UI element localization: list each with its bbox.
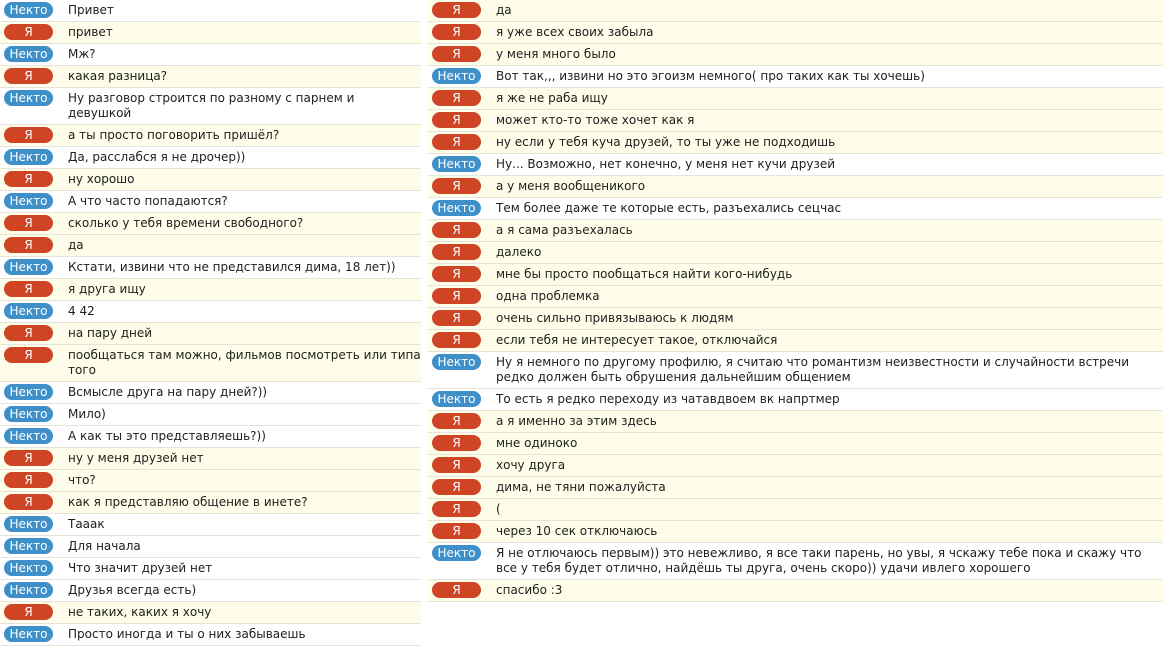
sender-badge-me: Я	[432, 435, 481, 451]
message-text: Кстати, извини что не представился дима, 18 лет))	[68, 260, 396, 274]
message-row	[428, 389, 1163, 411]
sender-badge-me: Я	[432, 24, 481, 40]
sender-badge-me: Я	[4, 347, 53, 363]
message-text: далеко	[496, 245, 542, 259]
sender-badge-stranger: Некто	[4, 516, 53, 532]
message-text: Вот так,,, извини но это эгоизм немного( про таких как ты хочешь)	[496, 69, 925, 83]
sender-badge-me: Я	[4, 494, 53, 510]
message-text: пообщаться там можно, фильмов посмотреть или типа того	[68, 348, 421, 377]
message-text: а я сама разъехалась	[496, 223, 633, 237]
sender-badge-stranger: Некто	[4, 259, 53, 275]
sender-badge-me: Я	[432, 244, 481, 260]
sender-badge-me: Я	[432, 178, 481, 194]
message-row	[428, 543, 1163, 580]
message-text: Мило)	[68, 407, 106, 421]
message-row	[0, 213, 421, 235]
sender-badge-me: Я	[4, 127, 53, 143]
message-text: Ну я немного по другому профилю, я считаю что романтизм неизвестности и случайности встречи редко должен быть обрушения дальнейшим общением	[496, 355, 1130, 384]
sender-badge-me: Я	[432, 479, 481, 495]
sender-badge-me: Я	[4, 450, 53, 466]
message-row	[0, 66, 421, 88]
message-row	[0, 382, 421, 404]
sender-badge-me: Я	[4, 215, 53, 231]
message-row	[428, 22, 1163, 44]
sender-badge-me: Я	[432, 112, 481, 128]
message-row	[0, 580, 421, 602]
sender-badge-me: Я	[432, 413, 481, 429]
message-row	[428, 198, 1163, 220]
message-row	[0, 558, 421, 580]
sender-badge-stranger: Некто	[4, 90, 53, 106]
sender-badge-stranger: Некто	[4, 428, 53, 444]
message-row	[0, 191, 421, 213]
message-text: мне одиноко	[496, 436, 578, 450]
sender-badge-me: Я	[432, 332, 481, 348]
message-row	[0, 448, 421, 470]
message-text: я уже всех своих забыла	[496, 25, 654, 39]
chat-column-right	[428, 0, 1163, 602]
sender-badge-stranger: Некто	[432, 200, 481, 216]
sender-badge-stranger: Некто	[4, 626, 53, 642]
message-text: очень сильно привязываюсь к людям	[496, 311, 734, 325]
message-row	[0, 0, 421, 22]
sender-badge-stranger: Некто	[4, 149, 53, 165]
message-text: привет	[68, 25, 113, 39]
sender-badge-me: Я	[432, 2, 481, 18]
message-row	[0, 88, 421, 125]
message-row	[0, 257, 421, 279]
message-text: Всмысле друга на пару дней?))	[68, 385, 268, 399]
message-text: А что часто попадаются?	[68, 194, 228, 208]
message-text: Друзья всегда есть)	[68, 583, 197, 597]
message-text: как я представляю общение в инете?	[68, 495, 308, 509]
message-row	[0, 169, 421, 191]
message-row	[0, 404, 421, 426]
sender-badge-me: Я	[432, 310, 481, 326]
message-row	[0, 44, 421, 66]
message-text: ну хорошо	[68, 172, 135, 186]
message-row	[0, 125, 421, 147]
sender-badge-me: Я	[4, 472, 53, 488]
message-row	[0, 426, 421, 448]
message-row	[428, 66, 1163, 88]
message-row	[0, 536, 421, 558]
message-row	[428, 286, 1163, 308]
sender-badge-stranger: Некто	[4, 303, 53, 319]
message-text: какая разница?	[68, 69, 168, 83]
message-text: а у меня вообщеникого	[496, 179, 646, 193]
message-text: не таких, каких я хочу	[68, 605, 212, 619]
message-row	[428, 154, 1163, 176]
message-text: а я именно за этим здесь	[496, 414, 657, 428]
message-row	[0, 345, 421, 382]
message-text: сколько у тебя времени свободного?	[68, 216, 304, 230]
message-row	[0, 624, 421, 646]
sender-badge-stranger: Некто	[4, 538, 53, 554]
message-text: мне бы просто пообщаться найти кого-нибудь	[496, 267, 793, 281]
message-row	[0, 323, 421, 345]
sender-badge-me: Я	[432, 501, 481, 517]
sender-badge-stranger: Некто	[432, 156, 481, 172]
message-text: через 10 сек отключаюсь	[496, 524, 658, 538]
message-row	[428, 330, 1163, 352]
message-text: Для начала	[68, 539, 141, 553]
message-text: Ну... Возможно, нет конечно, у меня нет кучи друзей	[496, 157, 836, 171]
message-text: хочу друга	[496, 458, 566, 472]
message-row	[428, 477, 1163, 499]
sender-badge-stranger: Некто	[4, 2, 53, 18]
message-row	[428, 455, 1163, 477]
sender-badge-me: Я	[4, 325, 53, 341]
message-text: Тааак	[68, 517, 105, 531]
message-row	[428, 580, 1163, 602]
message-row	[428, 433, 1163, 455]
message-row	[428, 88, 1163, 110]
message-row	[0, 147, 421, 169]
message-text: ну если у тебя куча друзей, то ты уже не подходишь	[496, 135, 836, 149]
sender-badge-me: Я	[432, 222, 481, 238]
sender-badge-stranger: Некто	[4, 384, 53, 400]
message-row	[428, 499, 1163, 521]
sender-badge-me: Я	[4, 68, 53, 84]
sender-badge-me: Я	[4, 237, 53, 253]
message-text: Мж?	[68, 47, 96, 61]
sender-badge-me: Я	[4, 281, 53, 297]
message-text: что?	[68, 473, 96, 487]
sender-badge-me: Я	[432, 134, 481, 150]
message-text: ну у меня друзей нет	[68, 451, 204, 465]
message-row	[428, 308, 1163, 330]
message-row	[428, 44, 1163, 66]
message-text: (	[496, 502, 501, 516]
message-row	[428, 176, 1163, 198]
message-row	[428, 352, 1163, 389]
message-text: То есть я редко переходу из чатавдвоем вк напртмер	[496, 392, 840, 406]
sender-badge-me: Я	[432, 288, 481, 304]
message-row	[428, 132, 1163, 154]
message-text: одна проблемка	[496, 289, 600, 303]
message-row	[0, 279, 421, 301]
message-row	[0, 514, 421, 536]
message-text: дима, не тяни пожалуйста	[496, 480, 666, 494]
sender-badge-me: Я	[432, 266, 481, 282]
message-row	[0, 470, 421, 492]
message-text: 4 42	[68, 304, 95, 318]
message-text: спасибо :3	[496, 583, 563, 597]
message-text: я друга ищу	[68, 282, 146, 296]
message-text: Что значит друзей нет	[68, 561, 213, 575]
message-row	[428, 264, 1163, 286]
message-row	[0, 492, 421, 514]
sender-badge-stranger: Некто	[4, 406, 53, 422]
message-text: да	[496, 3, 512, 17]
message-text: я же не раба ищу	[496, 91, 608, 105]
message-text: Да, расслабся я не дрочер))	[68, 150, 246, 164]
sender-badge-stranger: Некто	[432, 391, 481, 407]
message-text: а ты просто поговорить пришёл?	[68, 128, 280, 142]
sender-badge-me: Я	[432, 523, 481, 539]
sender-badge-stranger: Некто	[432, 354, 481, 370]
message-row	[428, 220, 1163, 242]
message-text: у меня много было	[496, 47, 616, 61]
message-row	[0, 301, 421, 323]
sender-badge-stranger: Некто	[4, 560, 53, 576]
sender-badge-me: Я	[4, 24, 53, 40]
sender-badge-stranger: Некто	[432, 68, 481, 84]
message-text: если тебя не интересует такое, отключайся	[496, 333, 778, 347]
sender-badge-me: Я	[432, 457, 481, 473]
sender-badge-me: Я	[432, 90, 481, 106]
sender-badge-stranger: Некто	[432, 545, 481, 561]
message-text: Просто иногда и ты о них забываешь	[68, 627, 306, 641]
message-row	[0, 602, 421, 624]
message-text: на пару дней	[68, 326, 153, 340]
message-text: Привет	[68, 3, 114, 17]
sender-badge-me: Я	[432, 582, 481, 598]
chat-column-left	[0, 0, 421, 646]
message-row	[428, 242, 1163, 264]
message-row	[428, 110, 1163, 132]
sender-badge-stranger: Некто	[4, 193, 53, 209]
sender-badge-me: Я	[4, 604, 53, 620]
message-text: А как ты это представляешь?))	[68, 429, 266, 443]
sender-badge-me: Я	[432, 46, 481, 62]
message-row	[428, 0, 1163, 22]
message-row	[0, 235, 421, 257]
message-text: Тем более даже те которые есть, разъехались сецчас	[496, 201, 842, 215]
message-row	[0, 22, 421, 44]
message-text: Я не отлючаюсь первым)) это невежливо, я все таки парень, но увы, я чскажу тебе пока и скажу что все у тебя будет отлично, найдёшь ты друга, очень скоро)) удачи ивлего хорошего	[496, 546, 1142, 575]
message-text: да	[68, 238, 84, 252]
message-text: Ну разговор строится по разному с парнем и девушкой	[68, 91, 355, 120]
message-row	[428, 521, 1163, 543]
sender-badge-me: Я	[4, 171, 53, 187]
sender-badge-stranger: Некто	[4, 46, 53, 62]
message-row	[428, 411, 1163, 433]
sender-badge-stranger: Некто	[4, 582, 53, 598]
message-text: может кто-то тоже хочет как я	[496, 113, 695, 127]
